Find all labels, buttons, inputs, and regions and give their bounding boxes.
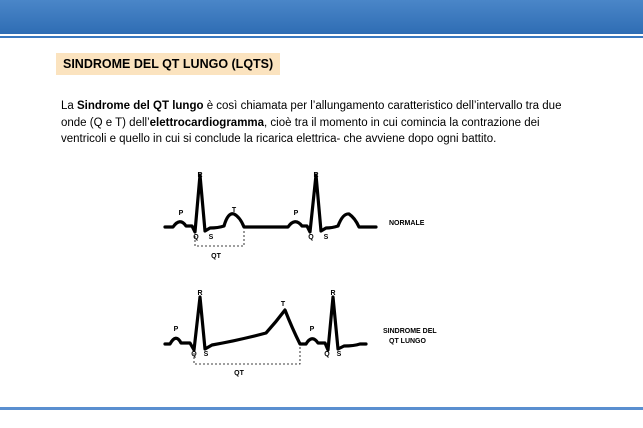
long-qt-label-p1: P xyxy=(173,326,179,333)
paragraph-bold-term-1: Sindrome del QT lungo xyxy=(77,100,204,112)
long-qt-label-s1: S xyxy=(203,351,209,358)
normal-label-r2: R xyxy=(313,172,319,179)
long-qt-label-q2: Q xyxy=(324,351,330,358)
long-qt-label-q1: Q xyxy=(191,351,197,358)
long-qt-label-t1: T xyxy=(280,301,286,308)
normal-label-s1: S xyxy=(208,234,214,241)
long-qt-caption-line1: SINDROME DEL xyxy=(383,328,437,335)
paragraph-text-2: è così chiamata per l’allungamento caratteristico dell’intervallo tra due onde (Q e T) dell’ xyxy=(61,100,562,129)
paragraph-text-3: , cioè tra il momento in cui comincia la contrazione dei ventricoli e quello in cui si conclude la ricarica elettrica- che avviene dopo ogni battito. xyxy=(61,116,540,145)
footer-rule xyxy=(0,407,643,410)
normal-label-q1: Q xyxy=(193,234,199,241)
long-qt-label-qt: QT xyxy=(234,370,244,377)
long-qt-qt-bracket xyxy=(194,346,300,364)
long-qt-label-r2: R xyxy=(330,290,336,297)
long-qt-label-p2: P xyxy=(309,326,315,333)
long-qt-caption-line2: QT LUNGO xyxy=(389,338,426,345)
normal-label-r1: R xyxy=(197,172,203,179)
normal-label-qt: QT xyxy=(211,253,221,260)
normal-label-t1: T xyxy=(231,207,237,214)
slide-title: SINDROME DEL QT LUNGO (LQTS) xyxy=(56,53,280,75)
paragraph-bold-term-2: elettrocardiogramma xyxy=(149,116,265,129)
normal-label-q2: Q xyxy=(308,234,314,241)
normal-label-p2: P xyxy=(293,210,299,217)
normal-label-s2: S xyxy=(323,234,329,241)
long-qt-label-s2: S xyxy=(336,351,342,358)
paragraph-text-1: La xyxy=(61,100,77,112)
normal-ecg xyxy=(165,172,425,260)
long-qt-label-r1: R xyxy=(197,290,203,297)
long-qt-ecg xyxy=(165,290,437,377)
normal-label-p1: P xyxy=(178,210,184,217)
normal-ecg-trace xyxy=(165,175,376,232)
normal-qt-bracket xyxy=(195,229,244,246)
long-qt-ecg-trace xyxy=(165,297,366,350)
normal-caption: NORMALE xyxy=(389,220,425,227)
